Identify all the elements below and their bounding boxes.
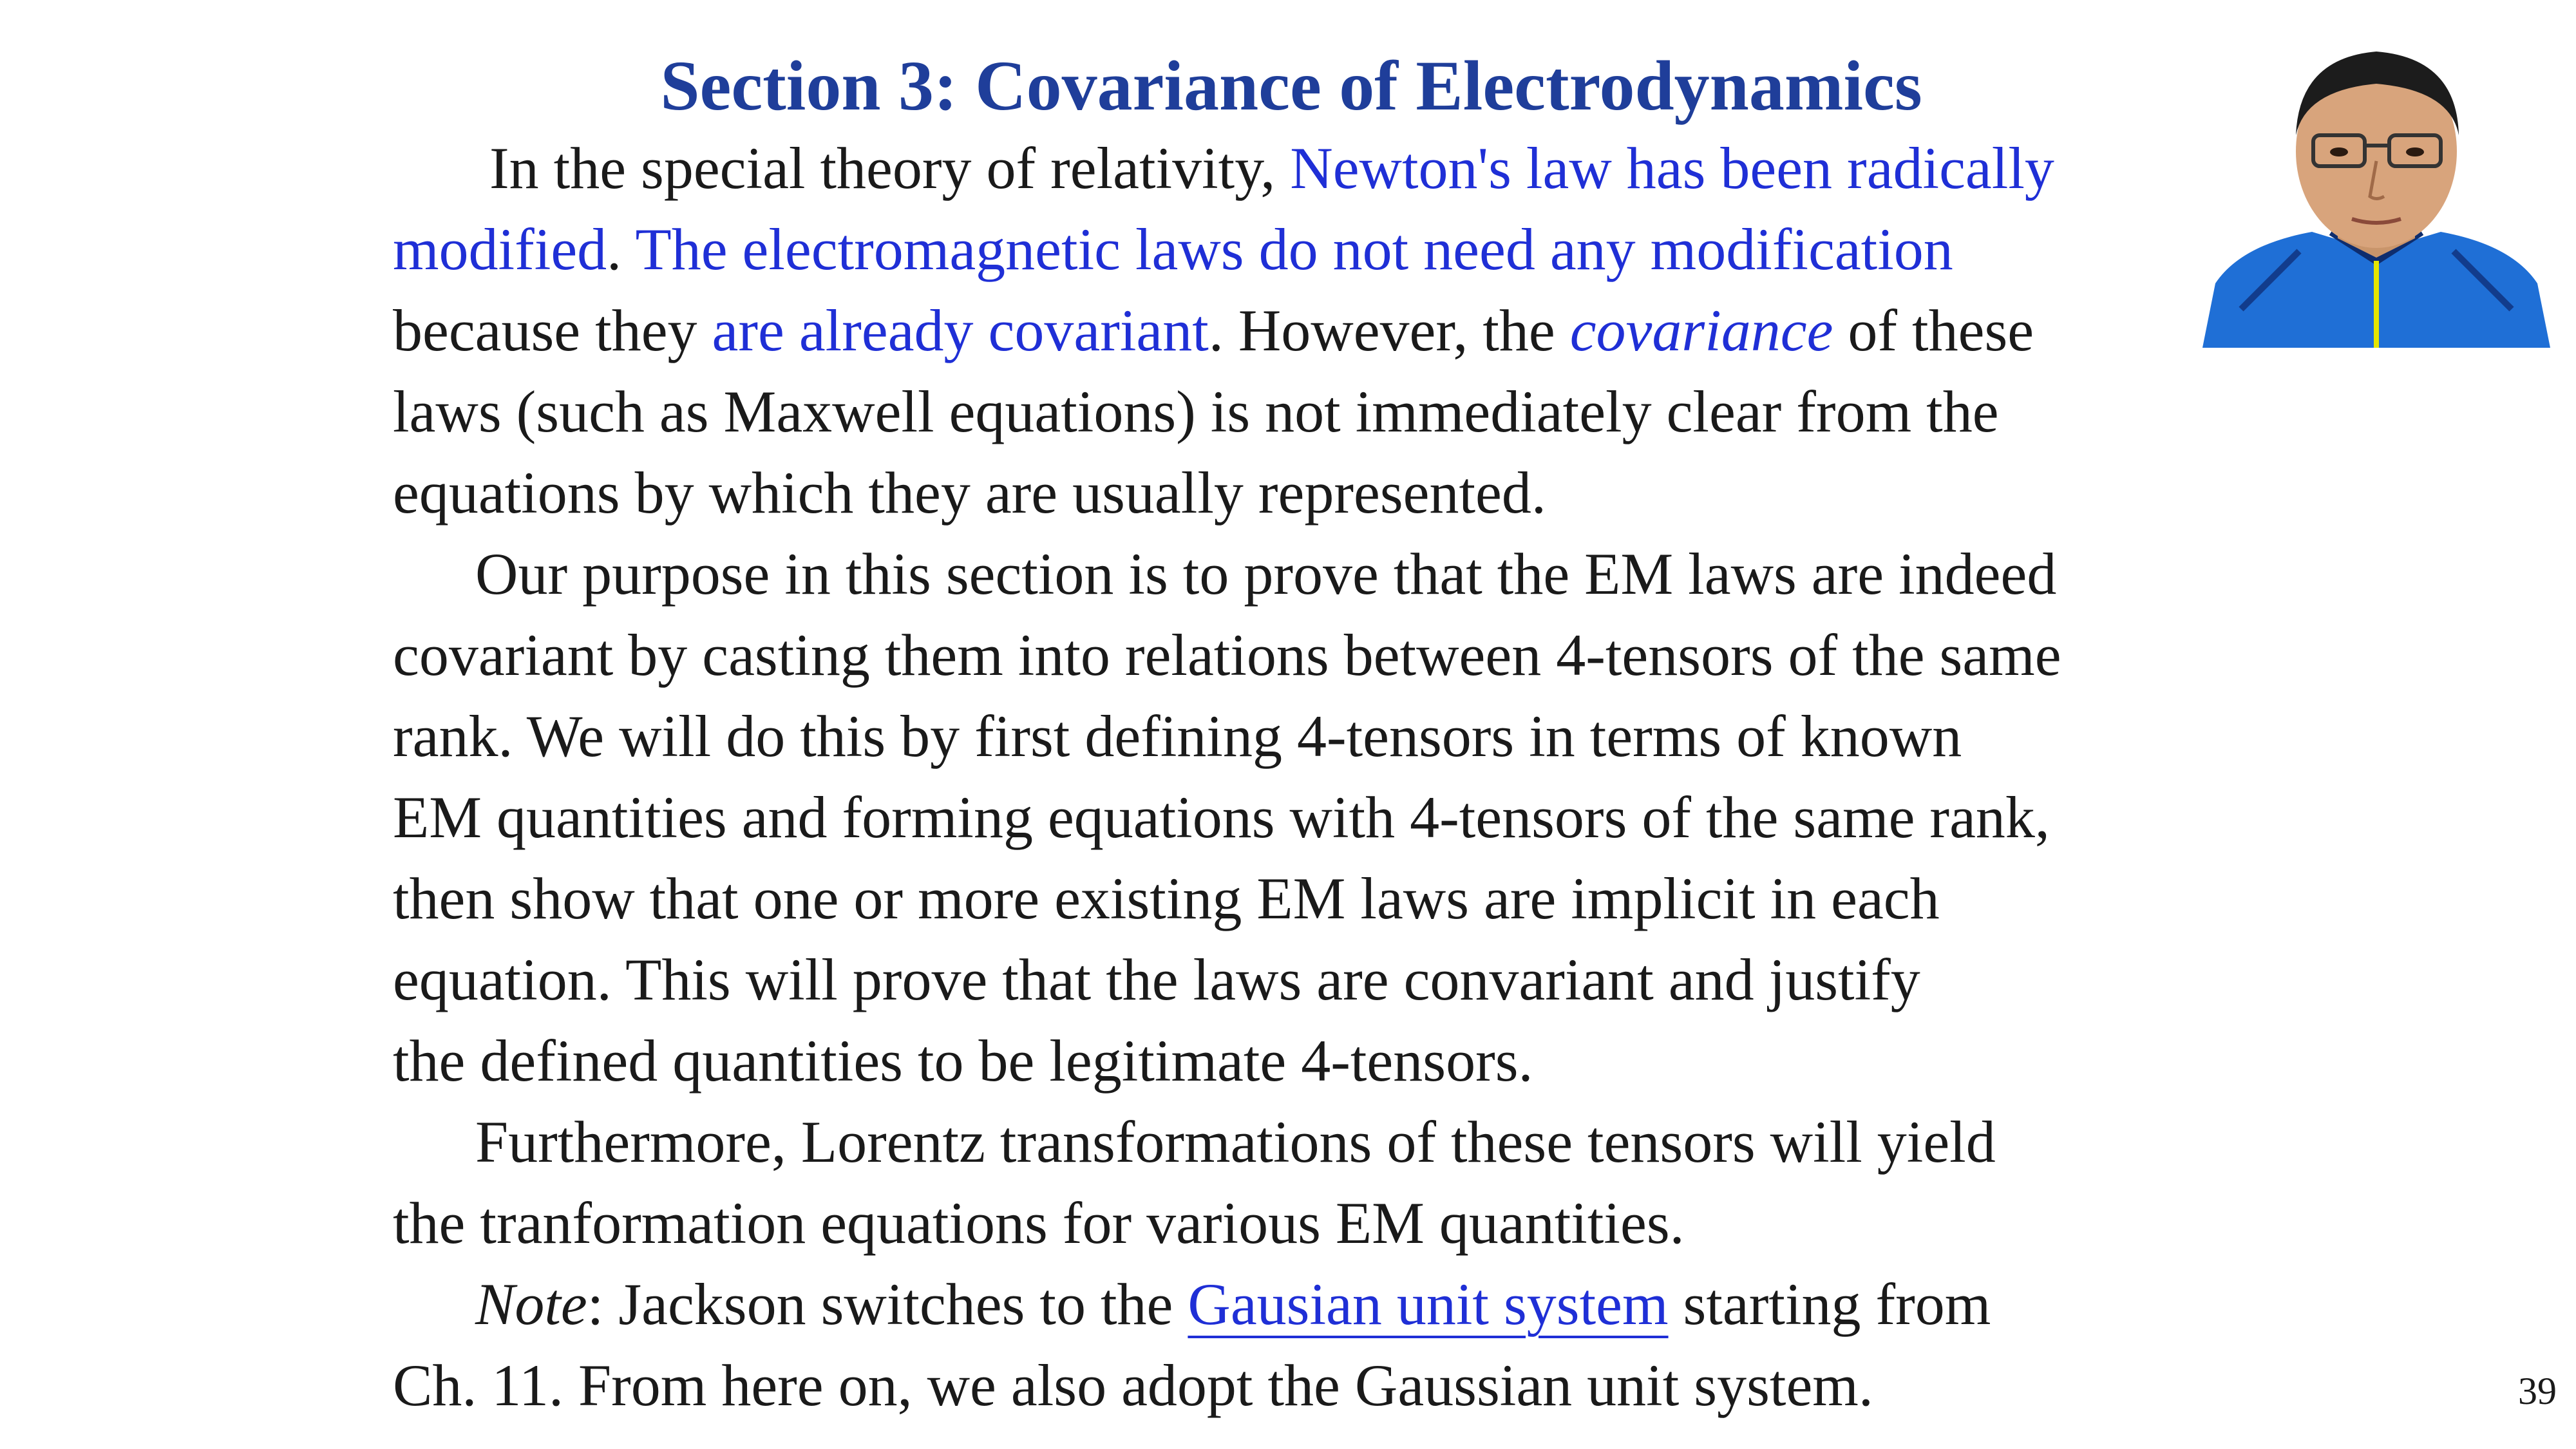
paragraph-2-line-6: equation. This will prove that the laws are convariant and justify (393, 947, 1920, 1012)
presenter-photo (2202, 39, 2550, 348)
paragraph-1-line-3: because they are already covariant. However, the covariance of these (393, 298, 2034, 363)
paragraph-2-line-2: covariant by casting them into relations between 4-tensors of the same (393, 622, 2061, 688)
paragraph-2-line-3: rank. We will do this by first defining 4-tensors in terms of known (393, 703, 1962, 769)
note-label: Note (475, 1271, 587, 1337)
gausian-unit-system-link[interactable]: Gausian unit system (1188, 1271, 1669, 1337)
paragraph-2-line-4: EM quantities and forming equations with 4-tensors of the same rank, (393, 784, 2050, 850)
paragraph-3-line-2: the tranformation equations for various EM quantities. (393, 1190, 1685, 1256)
slide-title: Section 3: Covariance of Electrodynamics (660, 46, 1922, 125)
paragraph-2-line-5: then show that one or more existing EM laws are implicit in each (393, 866, 1940, 931)
paragraph-1-line-2: modified. The electromagnetic laws do not need any modification (393, 216, 1953, 282)
paragraph-1-line-4: laws (such as Maxwell equations) is not immediately clear from the (393, 379, 1999, 444)
note-line-2: Ch. 11. From here on, we also adopt the Gaussian unit system. (393, 1352, 1873, 1418)
paragraph-1-line-5: equations by which they are usually represented. (393, 460, 1546, 526)
paragraph-3-line-1: Furthermore, Lorentz transformations of these tensors will yield (475, 1109, 1996, 1175)
paragraph-2-line-1: Our purpose in this section is to prove that the EM laws are indeed (475, 541, 2057, 607)
paragraph-1-line-1: In the special theory of relativity, Newton's law has been radically (489, 135, 2054, 201)
paragraph-2-line-7: the defined quantities to be legitimate 4-tensors. (393, 1028, 1533, 1094)
page-number: 39 (2518, 1370, 2557, 1412)
note-line-1: Note: Jackson switches to the Gausian unit system starting from (475, 1271, 1991, 1337)
